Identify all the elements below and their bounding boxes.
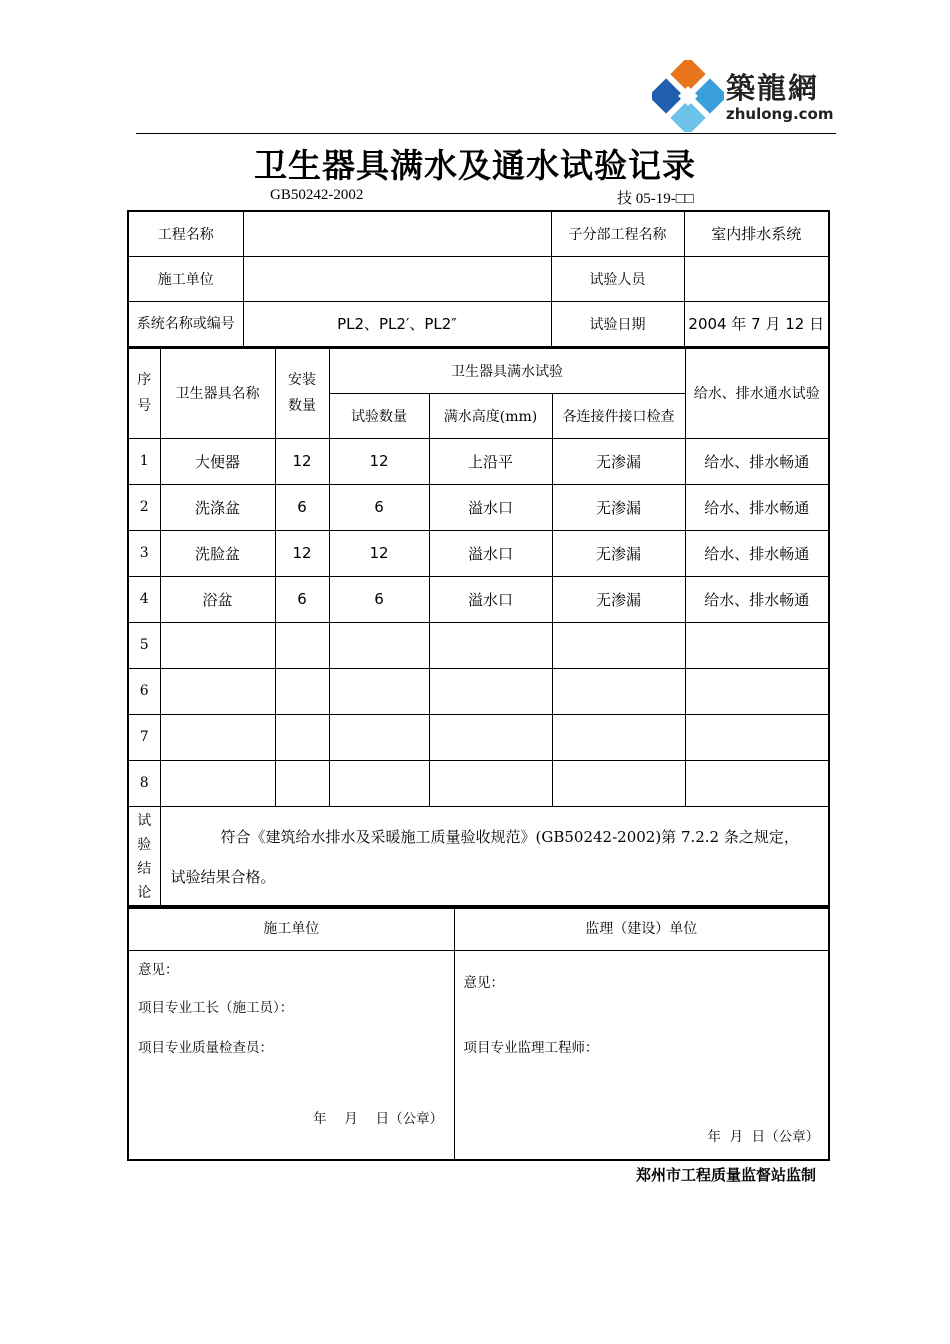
- logo-mark-icon: [652, 60, 724, 132]
- row-fixture-name: 洗脸盆: [160, 530, 275, 576]
- conclusion-text: [160, 806, 829, 908]
- subdivision-label: 子分部工程名称: [551, 211, 684, 256]
- row-test-qty: 12: [329, 438, 429, 484]
- row-flow-result: 给水、排水畅通: [685, 484, 829, 530]
- contractor-sign-area: [128, 950, 454, 1160]
- row-seq: 1: [128, 438, 160, 484]
- logo-name-en: zhulong.com: [726, 105, 834, 123]
- conclusion-label-char: 结: [137, 860, 152, 877]
- row-test-qty: 12: [329, 530, 429, 576]
- conclusion-line-1: 符合《建筑给水排水及采暖施工质量验收规范》(GB50242-2002)第 7.2.2 条之规定，: [220, 827, 799, 846]
- row-water-height: 溢水口: [429, 484, 552, 530]
- tester-label: 试验人员: [551, 256, 684, 301]
- table-row: [128, 484, 829, 530]
- test-record-table: [127, 347, 830, 909]
- row-seq: 5: [128, 622, 160, 668]
- row-install-qty: [275, 668, 329, 714]
- header-rule: [136, 133, 836, 134]
- row-fixture-name: [160, 760, 275, 806]
- row-joint-check: [552, 622, 685, 668]
- row-flow-result: [685, 714, 829, 760]
- system-value: PL2、PL2′、PL2″: [243, 301, 551, 347]
- supervising-engineer-label: 项目专业监理工程师：: [463, 1039, 599, 1056]
- contractor-date-seal: 年 月 日（公章）: [313, 1110, 444, 1127]
- row-fixture-name: 洗涤盆: [160, 484, 275, 530]
- row-test-qty: [329, 668, 429, 714]
- tester-value: [684, 256, 829, 301]
- row-water-height: [429, 760, 552, 806]
- water-height-header: 满水高度(mm): [429, 393, 552, 438]
- row-install-qty: 12: [275, 530, 329, 576]
- conclusion-line-2: 试验结果合格。: [170, 867, 276, 886]
- supervisor-opinion-label: 意见：: [463, 974, 504, 991]
- supervisor-date-seal: 年 月 日（公章）: [707, 1128, 820, 1145]
- row-water-height: 溢水口: [429, 576, 552, 622]
- table-row: [128, 622, 829, 668]
- supervised-by-note: 郑州市工程质量监督站监制: [636, 1166, 817, 1184]
- row-seq: 8: [128, 760, 160, 806]
- seq-header: 序号: [128, 348, 160, 438]
- row-flow-result: [685, 622, 829, 668]
- table-row: [128, 714, 829, 760]
- contractor-sign-header: 施工单位: [128, 906, 454, 950]
- row-joint-check: 无渗漏: [552, 576, 685, 622]
- row-install-qty: [275, 714, 329, 760]
- logo-center: [678, 86, 698, 106]
- fixture-name-header: 卫生器具名称: [160, 348, 275, 438]
- row-seq: 4: [128, 576, 160, 622]
- contractor-value: [243, 256, 551, 301]
- row-fixture-name: 浴盆: [160, 576, 275, 622]
- form-code: 技 05-19-□□: [617, 191, 694, 207]
- row-test-qty: 6: [329, 576, 429, 622]
- logo-name-cn: 築龍網: [726, 71, 820, 105]
- conclusion-label: [128, 806, 160, 908]
- project-name-label: 工程名称: [128, 211, 243, 256]
- table-row: [128, 668, 829, 714]
- row-joint-check: [552, 668, 685, 714]
- date-value: 2004 年 7 月 12 日: [684, 301, 829, 347]
- row-seq: 6: [128, 668, 160, 714]
- row-water-height: 上沿平: [429, 438, 552, 484]
- row-test-qty: [329, 760, 429, 806]
- contractor-opinion-label: 意见：: [138, 961, 179, 978]
- row-joint-check: 无渗漏: [552, 438, 685, 484]
- row-fixture-name: [160, 668, 275, 714]
- system-label: 系统名称或编号: [128, 301, 243, 347]
- row-fixture-name: [160, 622, 275, 668]
- joint-check-header: 各连接件接口检查: [552, 393, 685, 438]
- row-flow-result: 给水、排水畅通: [685, 576, 829, 622]
- row-water-height: [429, 668, 552, 714]
- subdivision-value: 室内排水系统: [684, 211, 829, 256]
- row-install-qty: 6: [275, 484, 329, 530]
- row-fixture-name: 大便器: [160, 438, 275, 484]
- conclusion-label-char: 试: [137, 812, 152, 829]
- row-install-qty: 12: [275, 438, 329, 484]
- full-water-test-header: 卫生器具满水试验: [329, 348, 685, 393]
- row-test-qty: [329, 714, 429, 760]
- standard-code: GB50242-2002: [270, 187, 364, 203]
- project-info-table: [127, 210, 830, 348]
- table-row: [128, 530, 829, 576]
- row-install-qty: [275, 760, 329, 806]
- row-flow-result: [685, 760, 829, 806]
- conclusion-label-char: 论: [137, 884, 152, 901]
- supervisor-sign-area: [454, 950, 829, 1160]
- row-water-height: [429, 714, 552, 760]
- install-qty-header: 安装数量: [275, 348, 329, 438]
- row-joint-check: [552, 714, 685, 760]
- signature-table: [127, 905, 830, 1161]
- contractor-label: 施工单位: [128, 256, 243, 301]
- row-install-qty: [275, 622, 329, 668]
- quality-inspector-label: 项目专业质量检查员：: [138, 1039, 273, 1056]
- test-qty-header: 试验数量: [329, 393, 429, 438]
- row-seq: 3: [128, 530, 160, 576]
- page-title: 卫生器具满水及通水试验记录: [254, 146, 696, 185]
- table-header-row: [128, 348, 829, 393]
- flow-test-header: 给水、排水通水试验: [685, 348, 829, 438]
- row-joint-check: 无渗漏: [552, 484, 685, 530]
- table-row: [128, 576, 829, 622]
- row-water-height: [429, 622, 552, 668]
- row-test-qty: [329, 622, 429, 668]
- row-joint-check: 无渗漏: [552, 530, 685, 576]
- row-fixture-name: [160, 714, 275, 760]
- row-seq: 7: [128, 714, 160, 760]
- table-row: [128, 438, 829, 484]
- conclusion-row: [128, 806, 829, 908]
- foreman-signature-label: 项目专业工长（施工员）：: [138, 999, 294, 1016]
- supervisor-sign-header: 监理（建设）单位: [454, 906, 829, 950]
- row-joint-check: [552, 760, 685, 806]
- conclusion-label-char: 验: [137, 836, 152, 853]
- table-row: [128, 760, 829, 806]
- row-install-qty: 6: [275, 576, 329, 622]
- row-seq: 2: [128, 484, 160, 530]
- date-label: 试验日期: [551, 301, 684, 347]
- row-flow-result: 给水、排水畅通: [685, 530, 829, 576]
- project-name-value: [243, 211, 551, 256]
- row-water-height: 溢水口: [429, 530, 552, 576]
- row-flow-result: 给水、排水畅通: [685, 438, 829, 484]
- row-test-qty: 6: [329, 484, 429, 530]
- row-flow-result: [685, 668, 829, 714]
